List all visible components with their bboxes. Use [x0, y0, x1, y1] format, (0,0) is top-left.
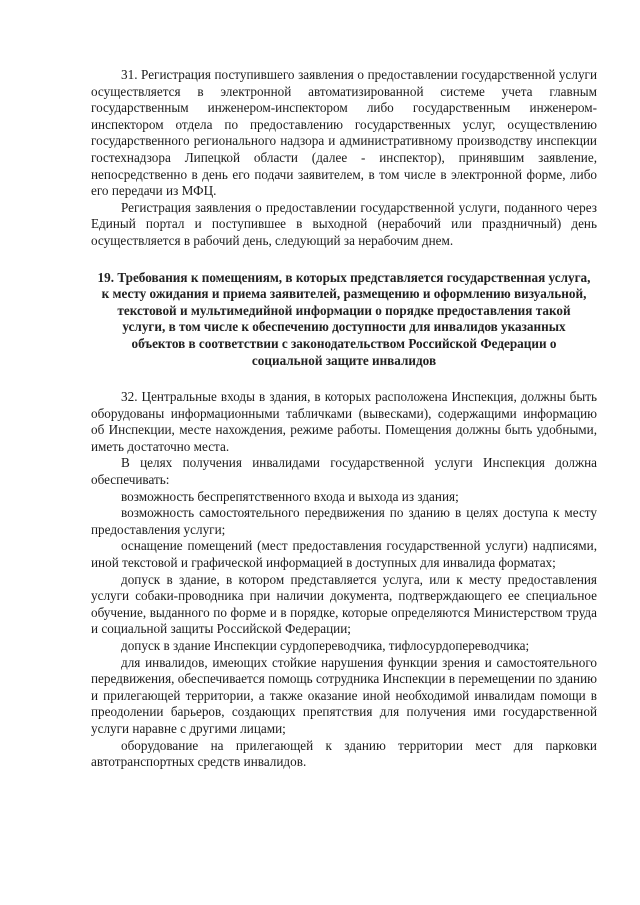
list-item: для инвалидов, имеющих стойкие нарушения функции зрения и самостоятельного передвижения, обеспечивается помощь сотрудника Инспекции в перемещении по зданию и прилегающей территории, а также оказание иной необходимой инвалидам помощи в преодолении барьеров, создающих препятствия для получения ими государственной услуги наравне с другими лицами;	[91, 654, 597, 736]
paragraph-32: 32. Центральные входы в здания, в которых расположена Инспекция, должны быть оборудованы информационными табличками (вывесками), содержащими информацию об Инспекции, месте нахождения, режиме работы. Помещения должны быть удобными, иметь достаточно места.	[91, 389, 597, 454]
paragraph-32-disabled-access-intro: В целях получения инвалидами государственной услуги Инспекция должна обеспечивать:	[91, 455, 597, 488]
list-item: оборудование на прилегающей к зданию территории мест для парковки автотранспортных средств инвалидов.	[91, 737, 597, 770]
paragraph-31-registration-portal: Регистрация заявления о предоставлении государственной услуги, поданного через Единый портал и поступившее в выходной (нерабочий или праздничный) день осуществляется в рабочий день, следующий за нерабочим днем.	[91, 199, 597, 248]
paragraph-31: 31. Регистрация поступившего заявления о предоставлении государственной услуги осуществляется в электронной автоматизированной системе учета главным государственным инженером-инспектором либо государственным инженером-инспектором отдела по предоставлению государственных услуг, осуществлению государственного регионального надзора и административному производству инспекции гостехнадзора Липецкой области (далее - инспектор), принявшим заявление, непосредственно в день его подачи заявителем, в том числе в электронной форме, либо его передачи из МФЦ.	[91, 67, 597, 199]
document-page	[91, 67, 597, 771]
list-item: допуск в здание, в котором представляется услуга, или к месту предоставления услуги собаки-проводника при наличии документа, подтверждающего ее специальное обучение, выданного по форме и в порядке, которые определяются Министерством труда и социальной защиты Российской Федерации;	[91, 571, 597, 637]
list-item: возможность самостоятельного передвижения по зданию в целях доступа к месту предоставления услуги;	[91, 505, 597, 537]
list-item: возможность беспрепятственного входа и выхода из здания;	[121, 488, 459, 504]
list-item: оснащение помещений (мест предоставления государственной услуги) надписями, иной текстовой и графической информацией в доступных для инвалида форматах;	[91, 538, 597, 571]
section-19-heading: 19. Требования к помещениям, в которых представляется государственная услуга, к месту ожидания и приема заявителей, размещению и оформлению визуальной, текстовой и мультимедийной информации о порядке предоставления такой услуги, в том числе к обеспечению доступности для инвалидов указанных объектов в соответствии с законодательством Российской Федерации о социальной защите инвалидов	[97, 269, 591, 368]
list-item: допуск в здание Инспекции сурдопереводчика, тифлосурдопереводчика;	[121, 638, 530, 653]
